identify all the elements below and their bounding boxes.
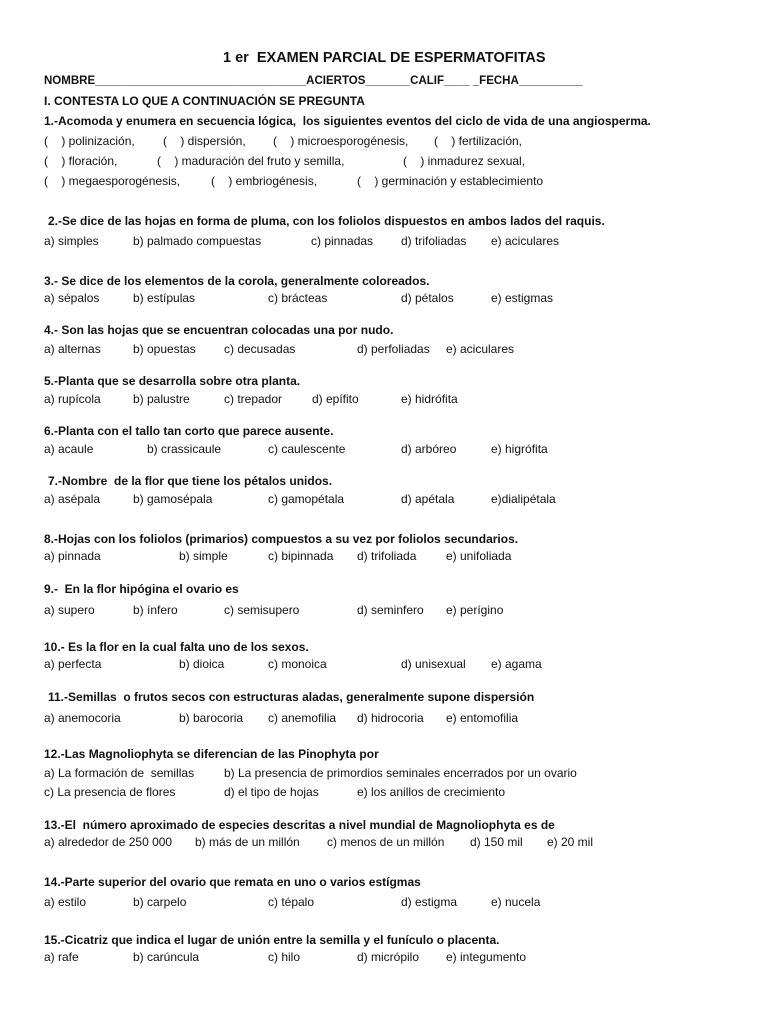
q1-item: ( ) maduración del fruto y semilla, [157, 154, 345, 168]
answer-option: d) estigma [401, 895, 458, 909]
q1-item: ( ) germinación y establecimiento [357, 174, 544, 188]
question-1: 1.-Acomoda y enumera en secuencia lógica, los siguientes eventos del ciclo de vida de una angiosperma. [44, 114, 651, 128]
answer-option: a) acaule [44, 442, 94, 456]
answer-option: d) pétalos [401, 291, 454, 305]
question-7: 7.-Nombre de la flor que tiene los pétalos unidos. [48, 474, 333, 488]
answer-option: e) 20 mil [547, 835, 594, 849]
answer-option: d) micrópilo [357, 950, 420, 964]
question-3: 3.- Se dice de los elementos de la corola, generalmente coloreados. [44, 274, 430, 288]
q1-item: ( ) embriogénesis, [211, 174, 318, 188]
answer-option: c) hilo [268, 950, 301, 964]
question-15: 15.-Cicatriz que indica el lugar de unión entre la semilla y el funículo o placenta. [44, 933, 500, 947]
answer-option: a) perfecta [44, 657, 102, 671]
q1-item: ( ) dispersión, [163, 134, 246, 148]
answer-option: a) La formación de semillas [44, 766, 195, 780]
answer-option: b) ínfero [133, 603, 178, 617]
section-heading: I. CONTESTA LO QUE A CONTINUACIÓN SE PREGUNTA [44, 94, 365, 108]
answer-option: c) brácteas [268, 291, 328, 305]
answer-option: b) palustre [133, 392, 190, 406]
answer-option: a) sépalos [44, 291, 100, 305]
question-5: 5.-Planta que se desarrolla sobre otra planta. [44, 374, 301, 388]
answer-option: b) estípulas [133, 291, 196, 305]
answer-option: c) anemofilia [268, 711, 337, 725]
q1-item: ( ) microesporogénesis, [273, 134, 409, 148]
exam-title: 1 er EXAMEN PARCIAL DE ESPERMATOFITAS [223, 50, 546, 66]
answer-option: b) carpelo [133, 895, 187, 909]
answer-option: c) pinnadas [311, 234, 374, 248]
answer-option: e) agama [491, 657, 542, 671]
answer-option: a) anemocoria [44, 711, 121, 725]
answer-option: e) entomofilia [446, 711, 519, 725]
answer-option: d) seminfero [357, 603, 424, 617]
answer-option: b) palmado compuestas [133, 234, 262, 248]
answer-option: c) La presencia de flores [44, 785, 176, 799]
answer-option: e) unifoliada [446, 549, 512, 563]
question-4: 4.- Son las hojas que se encuentran colocadas una por nudo. [44, 323, 394, 337]
answer-option: e) integumento [446, 950, 527, 964]
answer-option: a) estilo [44, 895, 87, 909]
q1-item: ( ) megaesporogénesis, [44, 174, 181, 188]
answer-option: e) higrófita [491, 442, 548, 456]
answer-option: d) el tipo de hojas [224, 785, 319, 799]
answer-option: c) gamopétala [268, 492, 345, 506]
answer-option: e) estigmas [491, 291, 554, 305]
answer-option: c) tépalo [268, 895, 315, 909]
answer-option: e) nucela [491, 895, 541, 909]
answer-option: a) alternas [44, 342, 101, 356]
answer-option: e)dialipétala [491, 492, 556, 506]
answer-option: e) los anillos de crecimiento [357, 785, 506, 799]
question-14: 14.-Parte superior del ovario que remata en uno o varios estígmas [44, 875, 421, 889]
answer-option: e) hidrófita [401, 392, 458, 406]
answer-option: b) barocoria [179, 711, 244, 725]
answer-option: a) rafe [44, 950, 79, 964]
answer-option: e) aciculares [446, 342, 515, 356]
answer-option: a) supero [44, 603, 95, 617]
header-fields-line: NOMBRE_________________________________ACIERTOS_______CALIF____ _FECHA__________ [44, 75, 583, 87]
answer-option: b) opuestas [133, 342, 196, 356]
answer-option: b) La presencia de primordios seminales encerrados por un ovario [224, 766, 577, 780]
answer-option: b) crassicaule [147, 442, 222, 456]
answer-option: d) trifoliada [357, 549, 417, 563]
answer-option: a) asépala [44, 492, 101, 506]
answer-option: e) aciculares [491, 234, 560, 248]
answer-option: c) bipinnada [268, 549, 334, 563]
answer-option: d) epífito [312, 392, 359, 406]
answer-option: a) simples [44, 234, 99, 248]
answer-option: d) unisexual [401, 657, 466, 671]
answer-option: a) pinnada [44, 549, 101, 563]
q1-item: ( ) fertilización, [434, 134, 523, 148]
answer-option: d) 150 mil [470, 835, 523, 849]
question-9: 9.- En la flor hipógina el ovario es [44, 582, 239, 596]
answer-option: c) monoica [268, 657, 327, 671]
answer-option: d) hidrocoria [357, 711, 424, 725]
answer-option: b) simple [179, 549, 228, 563]
answer-option: a) alrededor de 250 000 [44, 835, 173, 849]
question-6: 6.-Planta con el tallo tan corto que parece ausente. [44, 424, 334, 438]
question-13: 13.-El número aproximado de especies descritas a nivel mundial de Magnoliophyta es de [44, 818, 555, 832]
answer-option: c) trepador [224, 392, 283, 406]
question-12: 12.-Las Magnoliophyta se diferencian de las Pinophyta por [44, 747, 379, 761]
answer-option: c) caulescente [268, 442, 346, 456]
question-8: 8.-Hojas con los foliolos (primarios) compuestos a su vez por foliolos secundarios. [44, 532, 519, 546]
q1-item: ( ) inmadurez sexual, [403, 154, 526, 168]
answer-option: b) gamosépala [133, 492, 213, 506]
answer-option: a) rupícola [44, 392, 101, 406]
answer-option: b) más de un millón [195, 835, 300, 849]
answer-option: d) perfoliadas [357, 342, 430, 356]
answer-option: c) decusadas [224, 342, 296, 356]
answer-option: d) arbóreo [401, 442, 457, 456]
answer-option: d) apétala [401, 492, 455, 506]
answer-option: b) carúncula [133, 950, 200, 964]
question-10: 10.- Es la flor en la cual falta uno de los sexos. [44, 640, 309, 654]
answer-option: c) semisupero [224, 603, 300, 617]
q1-item: ( ) floración, [44, 154, 118, 168]
answer-option: d) trifoliadas [401, 234, 467, 248]
question-11: 11.-Semillas o frutos secos con estructuras aladas, generalmente supone dispersión [48, 690, 535, 704]
answer-option: b) dioica [179, 657, 225, 671]
q1-item: ( ) polinización, [44, 134, 135, 148]
answer-option: e) perígino [446, 603, 504, 617]
answer-option: c) menos de un millón [327, 835, 445, 849]
question-2: 2.-Se dice de las hojas en forma de pluma, con los foliolos dispuestos en ambos lados del raquis. [48, 214, 605, 228]
